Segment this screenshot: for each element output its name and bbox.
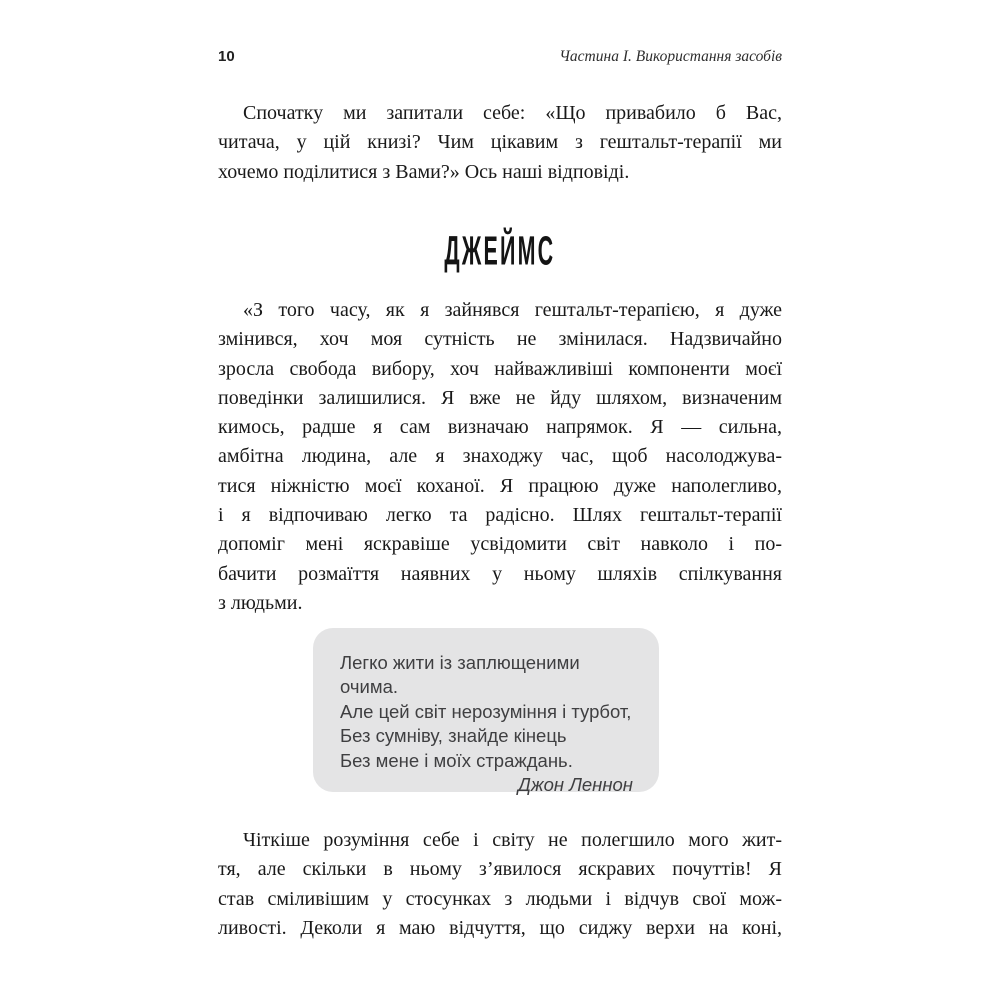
quote-line: Без сумніву, знайде кінець xyxy=(340,725,567,747)
text-line: з людьми. xyxy=(218,591,303,614)
text-line: читача, у цій книзі? Чим цікавим з гештальт-терапії ми xyxy=(218,131,782,154)
quote-line: Але цей світ нерозуміння і турбот, xyxy=(340,700,632,722)
text-line: допоміг мені яскравіше усвідомити світ навколо і по- xyxy=(218,533,782,556)
quote-line: Легко жити із заплющеними очима. xyxy=(340,652,580,698)
text-line: «З того часу, як я зайнявся гештальт-терапією, я дуже xyxy=(243,299,782,321)
text-line: Спочатку ми запитали себе: «Що привабило б Вас, xyxy=(243,102,782,124)
text-line: ливості. Деколи я маю відчуття, що сиджу верхи на коні, xyxy=(218,916,782,939)
running-title: Частина І. Використання засобів xyxy=(559,48,782,65)
closing-paragraph xyxy=(218,826,782,943)
section-heading-text: ДЖЕЙМС xyxy=(444,228,556,275)
text-line: поведінки залишилися. Я вже не йду шляхом, визначеним xyxy=(218,386,782,409)
text-line: бачити розмаїття наявних у ньому шляхів спілкування xyxy=(218,562,782,585)
text-line: став сміливішим у стосунках з людьми і відчув свої мож- xyxy=(218,887,782,910)
text-line: хочемо поділитися з Вами?» Ось наші відповіді. xyxy=(218,160,630,183)
text-line: зросла свобода вибору, хоч найважливіші компоненти моєї xyxy=(218,357,782,380)
section-heading xyxy=(218,230,782,274)
lennon-quote-lines xyxy=(340,651,633,773)
text-line: Чіткіше розуміння себе і світу не полегшило мого жит- xyxy=(243,829,782,851)
text-line: змінився, хоч моя сутність не змінилася. Надзвичайно xyxy=(218,328,782,351)
intro-paragraph xyxy=(218,99,782,187)
page-header xyxy=(218,48,782,68)
quote-attribution: Джон Леннон xyxy=(517,774,633,796)
james-quote-paragraph xyxy=(218,296,782,618)
text-line: тя, але скільки в ньому з’явилося яскравих почуттів! Я xyxy=(218,858,782,881)
text-line: амбітна людина, але я знаходжу час, щоб насолоджува- xyxy=(218,445,782,468)
lennon-quote-box xyxy=(313,628,659,796)
text-line: кимось, радше я сам визначаю напрямок. Я — сильна, xyxy=(218,416,782,439)
page-number: 10 xyxy=(218,48,235,65)
text-line: і я відпочиваю легко та радісно. Шлях гештальт-терапії xyxy=(218,504,782,527)
quote-line: Без мене і моїх страждань. xyxy=(340,749,573,771)
text-line: тися ніжністю моєї коханої. Я працюю дуже наполегливо, xyxy=(218,474,782,497)
